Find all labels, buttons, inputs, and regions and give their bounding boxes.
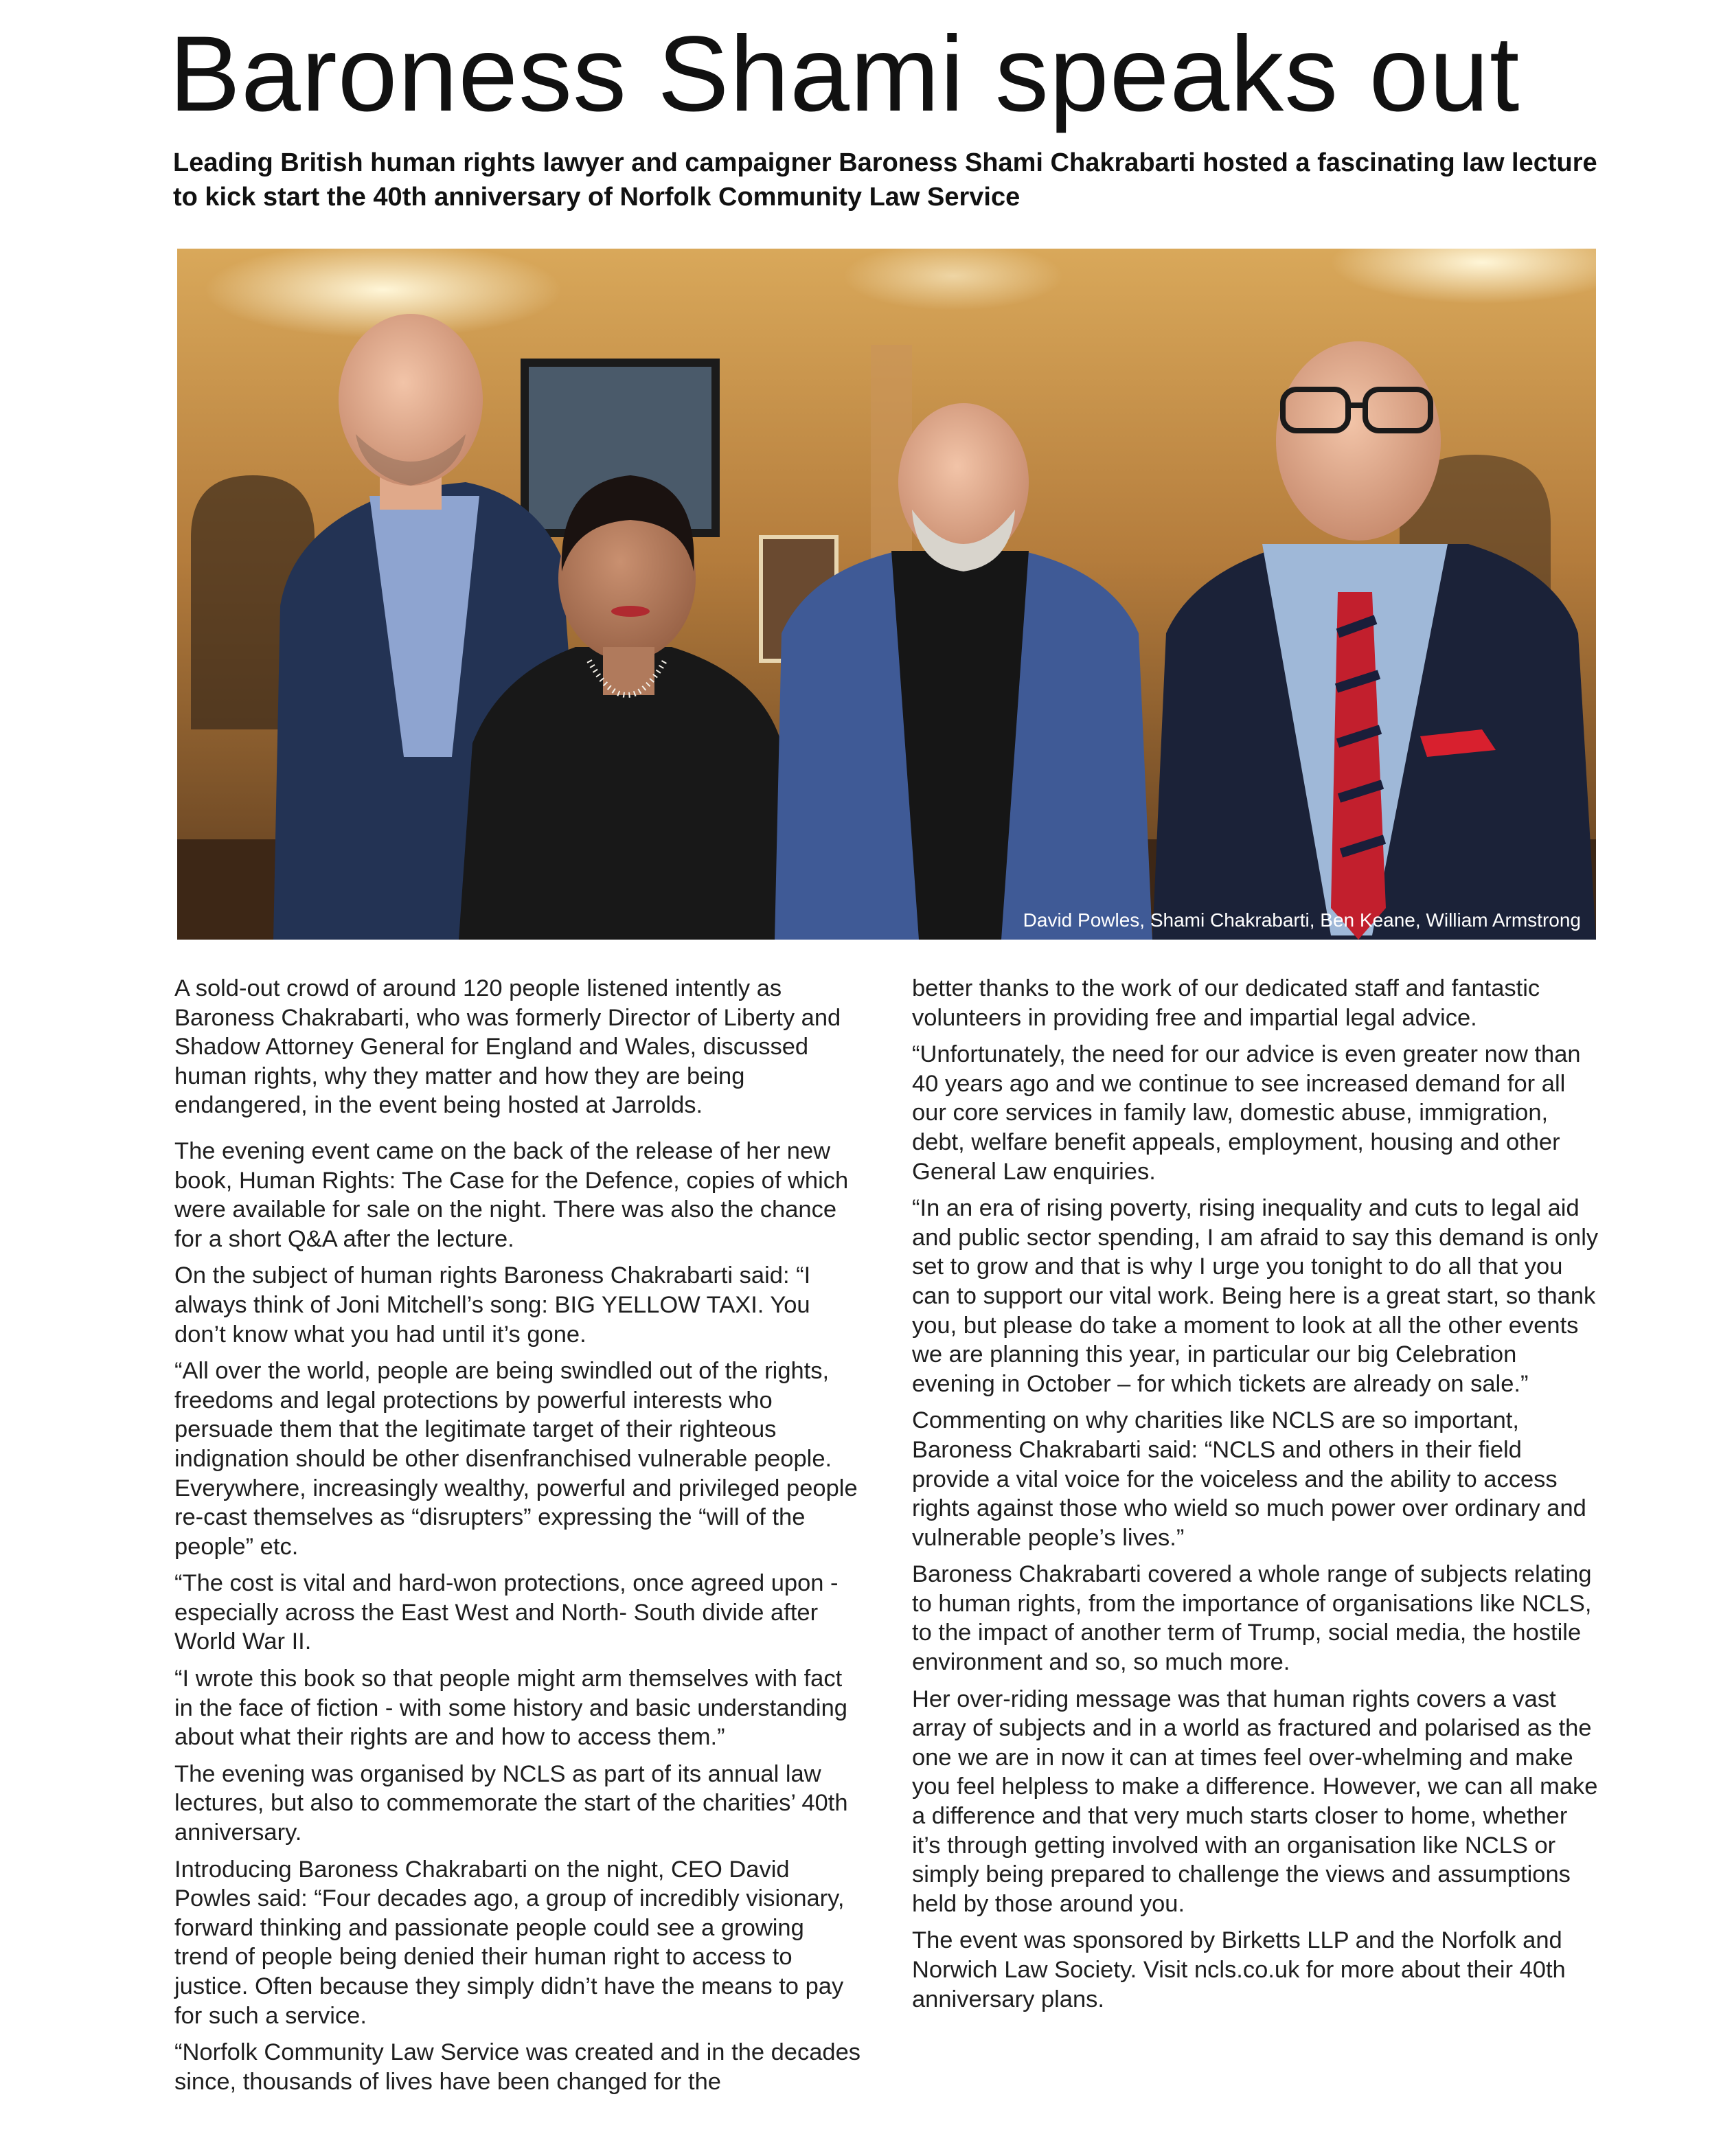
paragraph: “All over the world, people are being swindled out of the rights, freedoms and legal protections by powerful interests who persuade them that the legitimate target of their righteous indignation should be other disenfranchised vulnerable people. Everywhere, increasingly wealthy, powerful and privileged people re-cast themselves as “disrupters” expressing the “will of the people” etc. [174,1358,858,1560]
paragraph: The event was sponsored by Birketts LLP and the Norfolk and Norwich Law Society. Visit ncls.co.uk for more about their 40th anniversary plans. [912,1927,1566,2012]
paragraph: The evening was organised by NCLS as part of its annual law lectures, but also to commemorate the start of the charities’ 40th anniversary. [174,1760,848,1846]
paragraph: “In an era of rising poverty, rising inequality and cuts to legal aid and public sector spending, I am afraid to say this demand is only set to grow and that is why I urge you tonight to do all that you can to support our vital work. Being here is a great start, so thank you, but please do take a moment to look at all the other events we are planning this year, in particular our big Celebration evening in October – for which tickets are already on sale.” [912,1195,1599,1397]
left-column [174,974,863,2104]
paragraph: “Norfolk Community Law Service was created and in the decades since, thousands of lives have been changed for the [174,2039,861,2095]
paragraph: Commenting on why charities like NCLS are so important, Baroness Chakrabarti said: “NCLS and others in their field provide a vital voice for the voiceless and the ability to access rights against those who wield so much power over ordinary and vulnerable people’s lives.” [912,1407,1586,1551]
headline: Baroness Shami speaks out [169,14,1520,134]
photo-illustration [177,249,1596,940]
photo-caption: David Powles, Shami Chakrabarti, Ben Keane, William Armstrong [1023,909,1581,931]
paragraph: Her over-riding message was that human rights covers a vast array of subjects and in a world as fractured and polarised as the one we are in now it can at times feel over-whelming and make you feel helpless to make a difference. However, we can all make a difference and that very much starts closer to home, whether it’s through getting involved with an organisation like NCLS or simply being prepared to challenge the views and assumptions held by those around you. [912,1686,1598,1917]
paragraph: “I wrote this book so that people might arm themselves with fact in the face of fiction - with some history and basic understanding about what their rights are and how to access them.” [174,1666,847,1751]
paragraph: On the subject of human rights Baroness Chakrabarti said: “I always think of Joni Mitchell’s song: BIG YELLOW TAXI. You don’t know what you had until it’s gone. [174,1262,811,1348]
group-photo [177,249,1596,940]
paragraph: “Unfortunately, the need for our advice is even greater now than 40 years ago and we continue to see increased demand for all our core services in family law, domestic abuse, immigration, debt, welfare benefit appeals, employment, housing and other General Law enquiries. [912,1041,1581,1185]
paragraph: A sold-out crowd of around 120 people listened intently as Baroness Chakrabarti, who was formerly Director of Liberty and Shadow Attorney General for England and Wales, discussed human rights, why they matter and how they are being endangered, in the event being hosted at Jarrolds. [174,975,841,1119]
right-column [912,974,1600,2021]
paragraph: The evening event came on the back of the release of her new book, Human Rights: The Case for the Defence, copies of which were available for sale on the night. There was also the chance for a short Q&A after the lecture. [174,1137,849,1252]
paragraph: Introducing Baroness Chakrabarti on the night, CEO David Powles said: “Four decades ago, a group of incredibly visionary, forward thinking and passionate people could see a growing trend of people being denied their human right to access to justice. Often because they simply didn’t have the means to pay for such a service. [174,1856,845,2029]
paragraph: better thanks to the work of our dedicated staff and fantastic volunteers in providing free and impartial legal advice. [912,975,1540,1031]
paragraph: “The cost is vital and hard-won protections, once agreed upon -especially across the East West and North- South divide after World War II. [174,1570,839,1655]
paragraph: Baroness Chakrabarti covered a whole range of subjects relating to human rights, from the importance of organisations like NCLS, to the impact of another term of Trump, social media, the hostile environment and so, so much more. [912,1561,1592,1676]
standfirst: Leading British human rights lawyer and campaigner Baroness Shami Chakrabarti hosted a fascinating law lecture to kick start the 40th anniversary of Norfolk Community Law Service [173,148,1597,212]
